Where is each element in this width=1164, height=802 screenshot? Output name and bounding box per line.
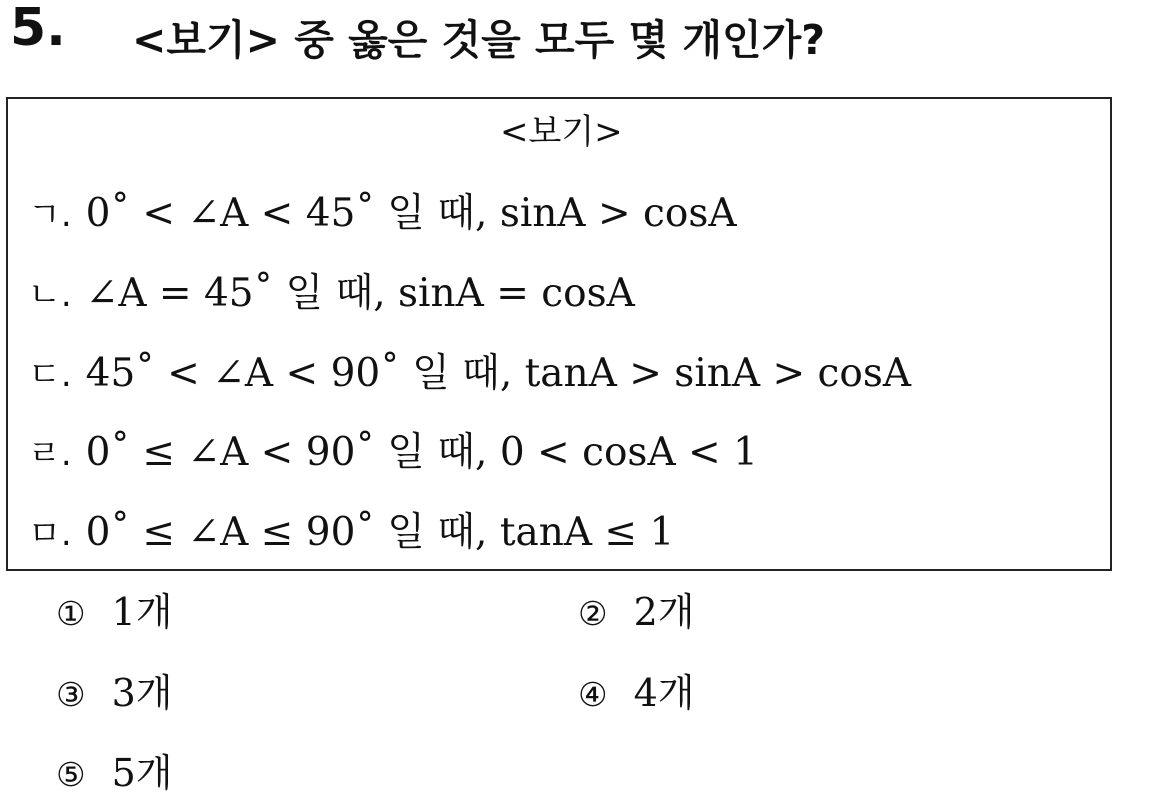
bogi-item-text: 45˚ < ∠A < 90˚ 일 때, tanA > sinA > cosA [85, 351, 912, 396]
bogi-item-marker: ㄷ. [28, 355, 72, 395]
bogi-item-marker: ㄱ. [28, 195, 72, 235]
choice-marker: ④ [578, 675, 608, 714]
answer-choice-4[interactable] [578, 672, 694, 716]
bogi-item-text: 0˚ < ∠A < 45˚ 일 때, sinA > cosA [85, 191, 737, 236]
question-number: 5. [10, 0, 66, 58]
bogi-item-text: 0˚ ≤ ∠A ≤ 90˚ 일 때, tanA ≤ 1 [85, 510, 675, 555]
choice-label: 1개 [111, 590, 173, 634]
choice-label: 4개 [633, 671, 695, 715]
choice-label: 3개 [111, 671, 173, 715]
choice-label: 5개 [111, 751, 173, 795]
bogi-item-m [28, 511, 674, 556]
answer-choice-1[interactable] [56, 591, 172, 635]
choice-marker: ⑤ [56, 755, 86, 794]
answer-choice-2[interactable] [578, 591, 694, 635]
choice-marker: ③ [56, 675, 86, 714]
bogi-box [6, 97, 1112, 571]
bogi-item-text: ∠A = 45˚ 일 때, sinA = cosA [85, 271, 635, 316]
bogi-item-text: 0˚ ≤ ∠A < 90˚ 일 때, 0 < cosA < 1 [85, 430, 758, 475]
bogi-item-g [28, 192, 737, 237]
question-stem: <보기> 중 옳은 것을 모두 몇 개인가? [132, 16, 826, 64]
answer-choice-5[interactable] [56, 752, 172, 796]
bogi-item-d [28, 352, 911, 397]
bogi-item-marker: ㄹ. [28, 434, 72, 474]
choice-marker: ① [56, 594, 86, 633]
bogi-item-marker: ㄴ. [28, 275, 72, 315]
answer-choice-3[interactable] [56, 672, 172, 716]
bogi-item-marker: ㅁ. [28, 514, 72, 554]
bogi-item-r [28, 431, 758, 476]
choice-marker: ② [578, 594, 608, 633]
bogi-title: <보기> [500, 112, 623, 152]
choice-label: 2개 [633, 590, 695, 634]
bogi-item-n [28, 272, 635, 317]
